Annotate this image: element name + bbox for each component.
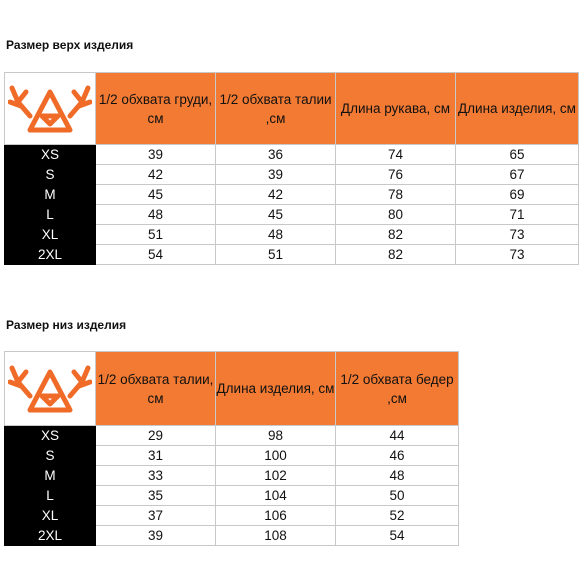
table-row — [5, 466, 459, 486]
column-header: 1/2 обхвата бедер ,см — [336, 352, 459, 426]
measurement-cell: 78 — [336, 185, 456, 205]
measurement-cell: 106 — [216, 506, 336, 526]
top-size-table — [4, 72, 579, 265]
measurement-cell: 48 — [96, 205, 216, 225]
table-row — [5, 446, 459, 466]
table-header-row — [5, 352, 459, 426]
column-header: Длина изделия, см — [216, 352, 336, 426]
column-header: 1/2 обхвата талии, см — [96, 352, 216, 426]
deer-antlers-logo-icon — [5, 78, 95, 140]
measurement-cell: 82 — [336, 225, 456, 245]
table-header-row — [5, 73, 579, 145]
measurement-cell: 39 — [216, 165, 336, 185]
measurement-cell: 82 — [336, 245, 456, 265]
measurement-cell: 69 — [456, 185, 579, 205]
measurement-cell: 36 — [216, 145, 336, 165]
measurement-cell: 39 — [96, 145, 216, 165]
table-row — [5, 185, 579, 205]
measurement-cell: 45 — [96, 185, 216, 205]
measurement-cell: 44 — [336, 426, 459, 446]
size-label: 2XL — [5, 245, 96, 265]
size-label: L — [5, 205, 96, 225]
table-row — [5, 245, 579, 265]
measurement-cell: 73 — [456, 225, 579, 245]
size-label: XS — [5, 145, 96, 165]
column-header: 1/2 обхвата талии ,см — [216, 73, 336, 145]
column-header: 1/2 обхвата груди, см — [96, 73, 216, 145]
measurement-cell: 74 — [336, 145, 456, 165]
table-row — [5, 165, 579, 185]
table-row — [5, 205, 579, 225]
column-header: Длина изделия, см — [456, 73, 579, 145]
measurement-cell: 37 — [96, 506, 216, 526]
measurement-cell: 39 — [96, 526, 216, 546]
size-label: 2XL — [5, 526, 96, 546]
measurement-cell: 51 — [96, 225, 216, 245]
column-header: Длина рукава, см — [336, 73, 456, 145]
measurement-cell: 48 — [336, 466, 459, 486]
size-label: M — [5, 466, 96, 486]
measurement-cell: 108 — [216, 526, 336, 546]
table-row — [5, 225, 579, 245]
measurement-cell: 31 — [96, 446, 216, 466]
measurement-cell: 54 — [96, 245, 216, 265]
brand-logo — [5, 73, 96, 145]
measurement-cell: 48 — [216, 225, 336, 245]
table-row — [5, 506, 459, 526]
brand-logo — [5, 352, 96, 426]
deer-antlers-logo-icon — [5, 358, 95, 420]
measurement-cell: 65 — [456, 145, 579, 165]
measurement-cell: 100 — [216, 446, 336, 466]
measurement-cell: 33 — [96, 466, 216, 486]
measurement-cell: 76 — [336, 165, 456, 185]
measurement-cell: 98 — [216, 426, 336, 446]
table-row — [5, 426, 459, 446]
measurement-cell: 42 — [96, 165, 216, 185]
size-label: XS — [5, 426, 96, 446]
bottom-size-table — [4, 351, 459, 546]
table-row — [5, 526, 459, 546]
top-section-title: Размер верх изделия — [6, 38, 134, 52]
measurement-cell: 54 — [336, 526, 459, 546]
measurement-cell: 51 — [216, 245, 336, 265]
size-label: XL — [5, 506, 96, 526]
measurement-cell: 104 — [216, 486, 336, 506]
measurement-cell: 46 — [336, 446, 459, 466]
measurement-cell: 80 — [336, 205, 456, 225]
measurement-cell: 42 — [216, 185, 336, 205]
table-row — [5, 145, 579, 165]
bottom-section-title: Размер низ изделия — [6, 318, 127, 332]
measurement-cell: 102 — [216, 466, 336, 486]
measurement-cell: 29 — [96, 426, 216, 446]
measurement-cell: 45 — [216, 205, 336, 225]
measurement-cell: 71 — [456, 205, 579, 225]
measurement-cell: 52 — [336, 506, 459, 526]
size-label: S — [5, 165, 96, 185]
size-label: S — [5, 446, 96, 466]
size-label: M — [5, 185, 96, 205]
size-label: L — [5, 486, 96, 506]
measurement-cell: 73 — [456, 245, 579, 265]
measurement-cell: 50 — [336, 486, 459, 506]
table-row — [5, 486, 459, 506]
size-label: XL — [5, 225, 96, 245]
measurement-cell: 35 — [96, 486, 216, 506]
measurement-cell: 67 — [456, 165, 579, 185]
